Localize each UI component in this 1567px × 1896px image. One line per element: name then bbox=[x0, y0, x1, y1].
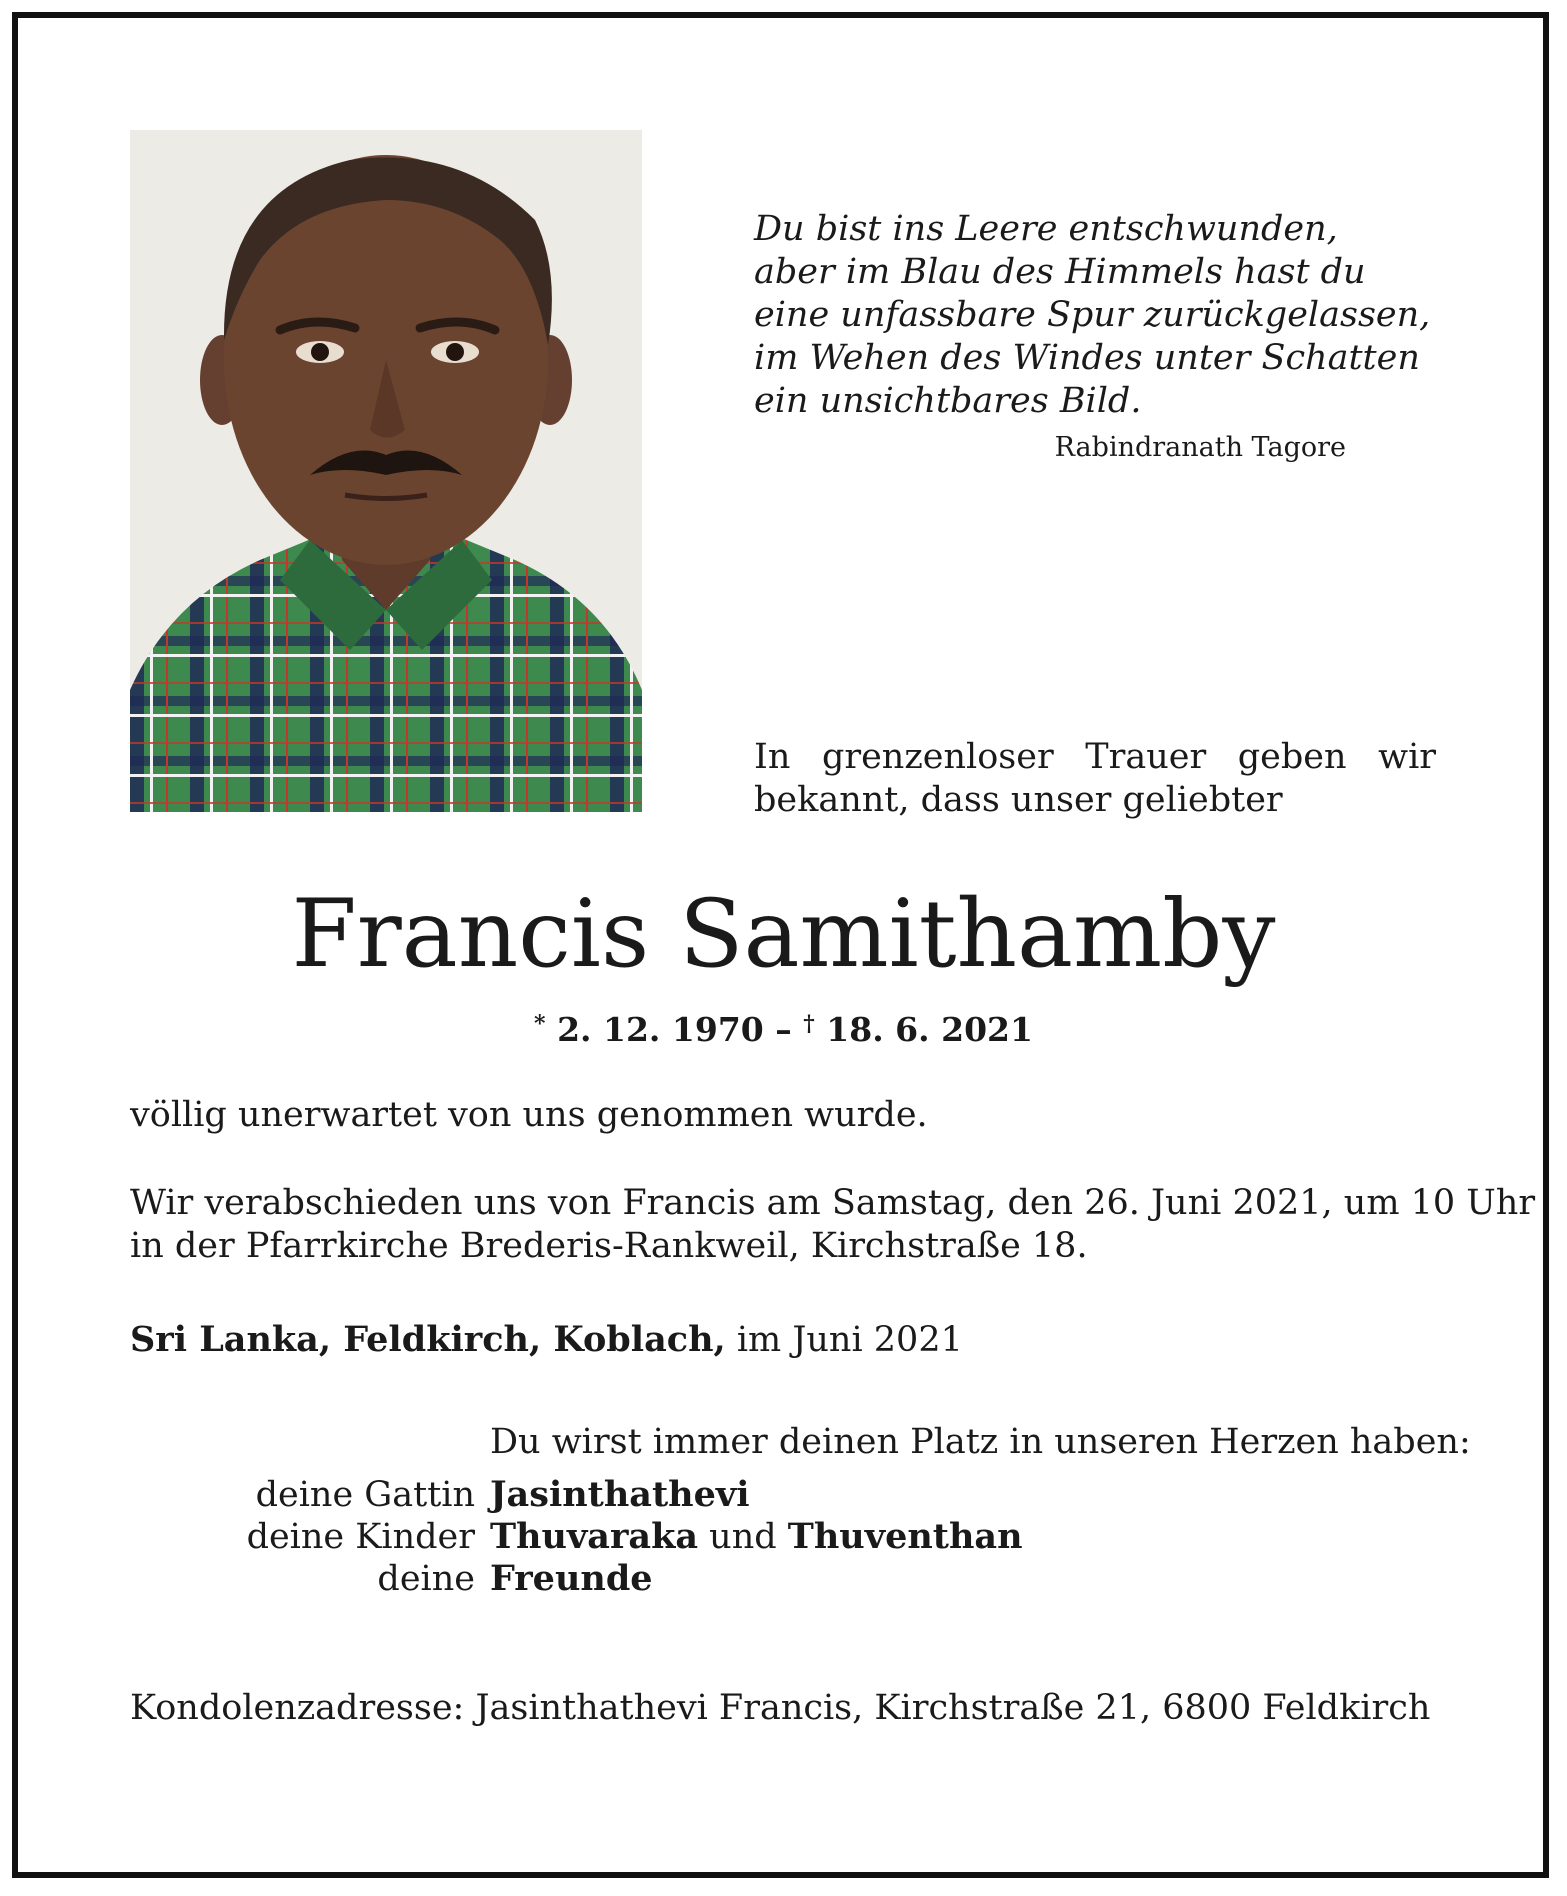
date-separator: – bbox=[775, 1010, 792, 1049]
poem-line: im Wehen des Windes unter Schatten bbox=[754, 338, 1420, 378]
spouse-role: deine Gattin bbox=[255, 1475, 475, 1515]
unexpected-text: völlig unerwartet von uns genommen wurde. bbox=[130, 1095, 928, 1135]
heart-line: Du wirst immer deinen Platz in unseren Herzen haben: bbox=[490, 1422, 1471, 1462]
funeral-line: Wir verabschieden uns von Francis am Samstag, den 26. Juni 2021, um 10 Uhr bbox=[130, 1183, 1536, 1223]
spouse-name: Jasinthathevi bbox=[490, 1474, 750, 1515]
place-date bbox=[130, 1318, 1440, 1362]
death-date: 18. 6. 2021 bbox=[826, 1010, 1033, 1049]
month-year: im Juni 2021 bbox=[736, 1320, 963, 1360]
poem-line: eine unfassbare Spur zurückgelassen, bbox=[754, 295, 1431, 335]
portrait-photo bbox=[130, 130, 642, 812]
poem-author: Rabindranath Tagore bbox=[1054, 432, 1346, 463]
poem-line: Du bist ins Leere entschwunden, bbox=[754, 209, 1338, 249]
intro-text: In grenzenloser Trauer geben wir bekannt, dass unser geliebter bbox=[754, 737, 1436, 820]
memorial-poem bbox=[754, 208, 1431, 423]
death-symbol: † bbox=[803, 1011, 815, 1037]
funeral-line: in der Pfarrkirche Brederis-Rankweil, Kirchstraße 18. bbox=[130, 1226, 1088, 1266]
places: Sri Lanka, Feldkirch, Koblach, bbox=[130, 1319, 726, 1360]
child-name: Thuvaraka bbox=[490, 1516, 699, 1557]
family-names bbox=[490, 1474, 1390, 1600]
birth-symbol: * bbox=[534, 1011, 546, 1037]
poem-line: aber im Blau des Himmels hast du bbox=[754, 252, 1366, 292]
child-name: Thuventhan bbox=[787, 1516, 1023, 1557]
friends-role: deine bbox=[377, 1559, 475, 1599]
life-dates bbox=[0, 1010, 1567, 1049]
condolence-address: Kondolenzadresse: Jasinthathevi Francis, Kirchstraße 21, 6800 Feldkirch bbox=[130, 1688, 1431, 1728]
friends-name: Freunde bbox=[490, 1558, 653, 1599]
children-conjunction: und bbox=[709, 1517, 777, 1557]
poem-line: ein unsichtbares Bild. bbox=[754, 381, 1142, 421]
birth-date: 2. 12. 1970 bbox=[557, 1010, 764, 1049]
funeral-info bbox=[130, 1182, 1536, 1268]
children-role: deine Kinder bbox=[246, 1517, 475, 1557]
deceased-name: Francis Samithamby bbox=[291, 880, 1276, 989]
family-roles bbox=[130, 1474, 475, 1600]
